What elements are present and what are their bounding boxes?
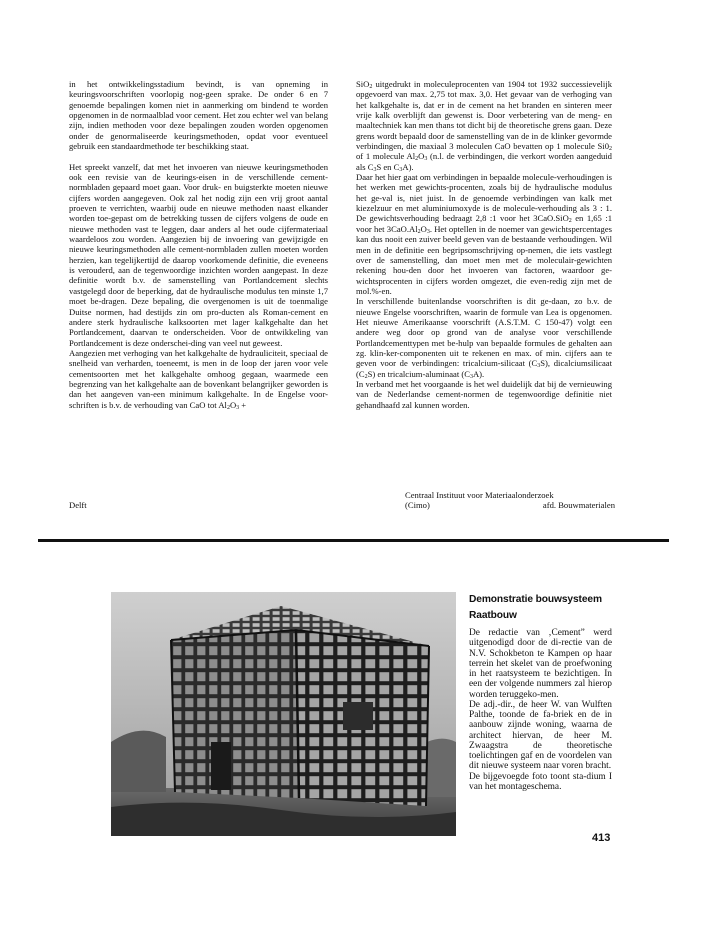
paragraph: SiO$_2$ uitgedrukt in moleculeprocenten van 1904 tot 1932 successievelijk opgevoerd van max. 2,75 tot max. 3,0. Het gevaar van de verhoging van het kalkgehalte is, dat er in de cement na het branden en sinteren meer vrije kalk overblijft dan gewenst is. Door verbetering van de meng- en maaltechniek kan men thans tot dicht bij de theoretische grens gaan. Deze grens wordt bepaald door de samenstelling van de in de klinker gevormde verbindingen, die maxiaal 3 moleculen CaO bevatten op 1 molecule $Si0_2$ of 1 molecule $Al_2O_3$ (n.l. de verbindingen, die verkort worden aangeduid als $C_3S$ en $C_3A$). bbox=[356, 79, 612, 173]
page-number: 413 bbox=[592, 832, 611, 844]
announcement-sidebar bbox=[469, 592, 612, 792]
title-line: Raatbouw bbox=[469, 610, 517, 621]
right-text-column bbox=[356, 79, 612, 410]
paragraph: Het spreekt vanzelf, dat met het invoeren van nieuwe keuringsmethoden ook een revisie van de keurings-eisen in de verschillende cement-normbladen gepaard moet gaan. Voor druk- en buigsterkte moeten nieuwe cijfers worden aangegeven. Ook zal het nodig zijn een vrij groot aantal proeven te verrichten, waarbij oude en nieuwe methoden naast elkander worden toe-gepast om de betrekking tussen de cijfers volgens de oude en nieuwe methoden vast te leggen, daar anders al het oude cijfermateriaal waardeloos zou worden. Aangezien bij de invoering van gewijzigde en nieuwe keuringsmethoden alle cement-normbladen zullen moeten worden herzien, kan tegelijkertijd de daarop voorkomende definitie, die eveneens is verouderd, aan de tegenwoordige inzichten worden aangepast. In deze definitie wordt b.v. de samenstelling van Portlandcement slechts vastgelegd door de beperking, dat de hydraulische modulus ten minste 1,7 moet be-dragen. Deze bepaling, die overgenomen is uit de toenmalige Duitse normen, had destijds zin om pro-ducten als Roman-cement en andere sterk hydraulische kalksoorten met lager kalkgehalte dan het Portlandcement, daarvan te onderscheiden. Voor de ontwikkeling van Portlandcement is deze onderschei-ding van veel nut geweest. bbox=[69, 161, 328, 348]
paragraph: Aangezien met verhoging van het kalkgehalte de hydrauliciteit, speciaal de snelheid van verharden, toeneemt, is men in de loop der jaren voor vele cementsoorten met het kalkgehalte omhoog gegaan, waarmede een begrenzing van het kalkgehalte aan de bovenkant belangrijker geworden is dan het aangeven van-een minimum kalkgehalte. In de Engelse voor-schriften is b.v. de verhouding van CaO tot $Al_2O_3$ + bbox=[69, 347, 328, 411]
city-label: Delft bbox=[69, 500, 87, 510]
building-skeleton-photo bbox=[111, 592, 456, 836]
announcement-body bbox=[469, 628, 612, 792]
left-text-column bbox=[69, 79, 328, 410]
paragraph: Daar het hier gaat om verbindingen in bepaalde molecule-verhoudingen is het werken met gewichts-procenten, zoals bij de hydraulische modulus het ge-val is, niet juist. In de genoemde verbindingen van kalk met kiezelzuur en met aluminiumoxyde is de molecule-verhouding als 3 : 1. De gewichtsverhouding bedraagt 2,8 :1 voor het 3CaO.SiO$_2$ en 1,65 :1 voor het $3CaO.Al_2O_3$. Het optellen in de noemer van gewichtspercentages kan dus nooit een zuiver beeld geven van de bestaande verhoudingen. Wil men in de definitie een begripsomschrijving op-nemen, die iets vastlegt over de samenstelling, dan moet men met de moleculair-gewichten rekening hou-den door het invoeren van factoren, waardoor ge-wichtsprocenten in cijfers worden omgezet, die even-redig zijn met de mol.%-en. bbox=[356, 172, 613, 296]
institute-signature bbox=[405, 490, 615, 511]
paragraph: In verschillende buitenlandse voorschriften is dit ge-daan, zo b.v. de nieuwe Engelse voorschriften, waarin de formule van Lea is opgenomen. Het nieuwe Amerikaanse voorschrift (A.S.T.M. C 150-47) volgt een andere weg door op grond van de analyse voor verschillende Portlandcementtypen met be-hulp van bepaalde formules de gehalten aan zg. klin-ker-componenten uit te rekenen en max. of min. cijfers aan te geven voor de verbindingen: tricalcium-silicaat $(C_3S)$, dicalciumsilicaat $(C_2S)$ en tricalcium-aluminaat $(C_3A)$. bbox=[356, 296, 612, 380]
paragraph: De bijgevoegde foto toont sta-dium I van het montageschema. bbox=[469, 771, 612, 792]
department-name: afd. Bouwmaterialen bbox=[542, 500, 615, 511]
section-divider bbox=[38, 539, 669, 542]
institute-abbrev: (Cimo) bbox=[405, 500, 430, 511]
institute-department bbox=[405, 500, 615, 510]
paragraph: De redactie van ‚Cement” werd uitgenodigd door de di-rectie van de N.V. Schokbeton te Kampen op haar terrein het skelet van de proefwoning in het raatsysteem te bezichtigen. In een der volgende nummers zal hierop worden teruggeko-men. bbox=[469, 628, 612, 700]
paragraph: De adj.-dir., de heer W. van Wulften Palthe, toonde de fa-briek en de in aanbouw zijnde woning, waarna de architect hiervan, de heer M. Zwaagstra de theoretische toelichtingen gaf en de voordelen van dit nieuwe systeem naar voren bracht. bbox=[469, 699, 612, 772]
title-line: Demonstratie bouwsysteem bbox=[469, 594, 602, 605]
paragraph: In verband met het voorgaande is het wel duidelijk dat bij de vernieuwing van de Nederlandse cement-normen de tegenwoordige definitie niet gehandhaafd zal kunnen worden. bbox=[356, 378, 612, 410]
paragraph: in het ontwikkelingsstadium bevindt, is van opneming in keuringsvoorschriften voorlopig nog-geen sprake. De onder 6 en 7 genoemde bepalingen komen niet in aanmerking om bindend te worden opgenomen in de normaalblad voor cement. Het zou echter wel van belang zijn, indien methoden voor deze bepalingen zouden worden opgenomen onder de genormaliseerde keuringsmethoden, opdat voor eventueel gebruik een standaardmethode ter beschikking staat. bbox=[69, 79, 328, 152]
announcement-title bbox=[469, 592, 612, 624]
institute-name: Centraal Instituut voor Materiaalonderzoek bbox=[405, 490, 554, 500]
